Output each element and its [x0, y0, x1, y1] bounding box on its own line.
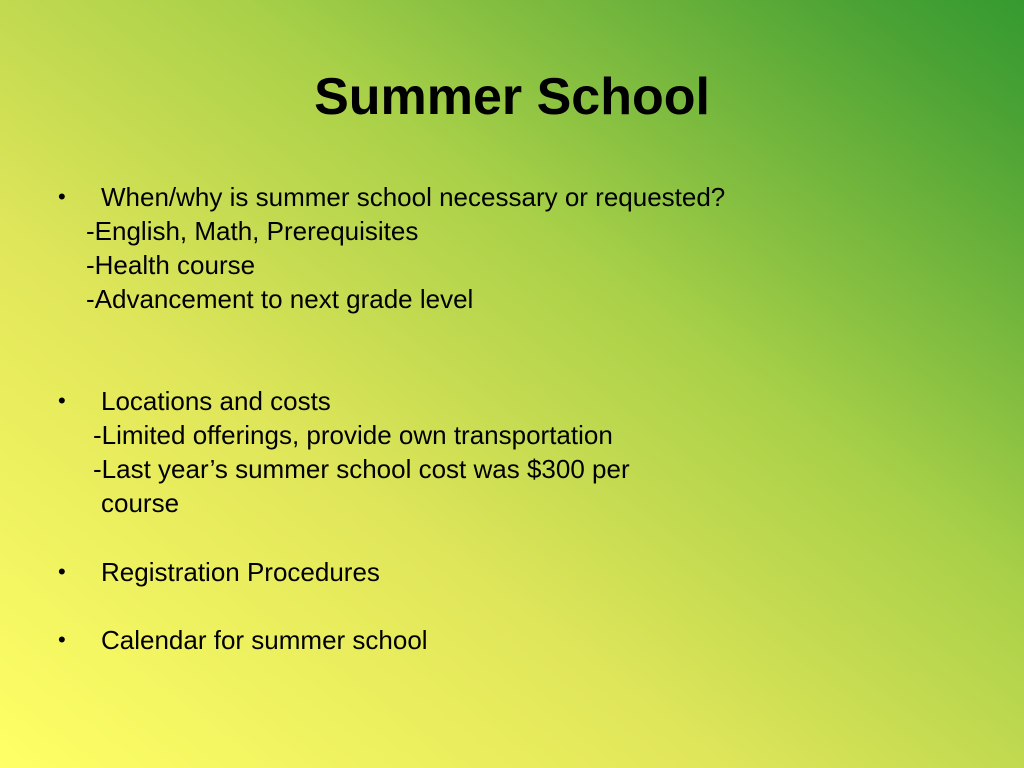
sub-item-limited-offerings: -Limited offerings, provide own transportation — [93, 420, 613, 450]
sub-item-cost-continued: course — [101, 488, 180, 518]
bullet-heading-registration: Registration Procedures — [101, 557, 380, 587]
slide-title: Summer School — [314, 68, 710, 126]
sub-item-cost: -Last year’s summer school cost was $300 per — [93, 454, 630, 484]
sub-item-health-course: -Health course — [86, 250, 256, 280]
bullet-heading-calendar: Calendar for summer school — [101, 625, 428, 655]
bullet-heading-when-why: When/why is summer school necessary or requested? — [101, 182, 726, 212]
sub-item-subjects: -English, Math, Prerequisites — [86, 216, 419, 246]
bullet-icon: • — [58, 184, 66, 209]
sub-item-advancement: -Advancement to next grade level — [86, 284, 474, 314]
bullet-icon: • — [58, 559, 66, 584]
bullet-icon: • — [58, 388, 66, 413]
bullet-heading-locations-costs: Locations and costs — [101, 386, 331, 416]
bullet-icon: • — [58, 627, 66, 652]
